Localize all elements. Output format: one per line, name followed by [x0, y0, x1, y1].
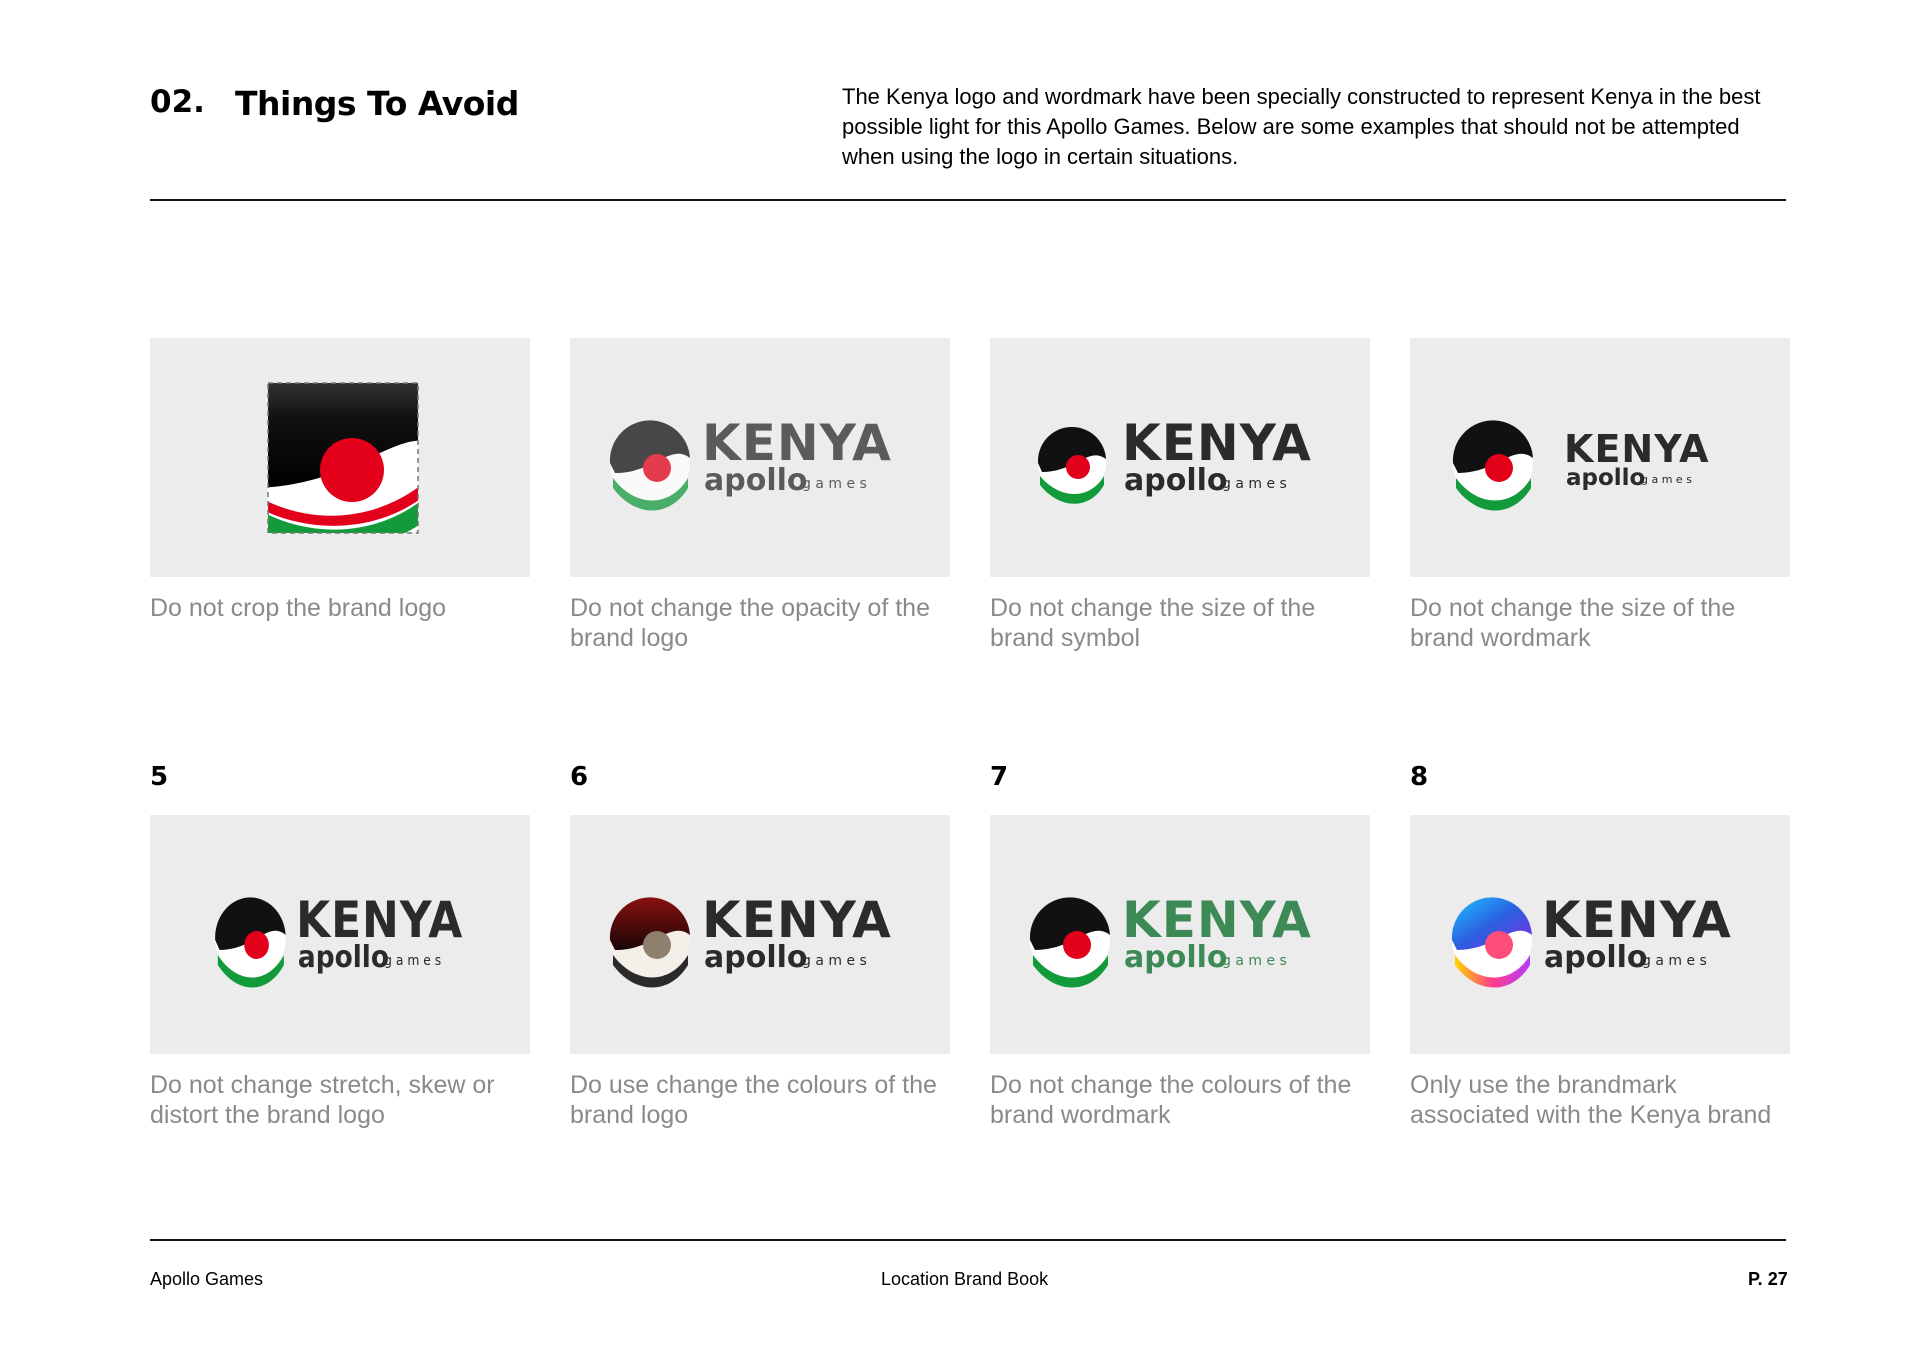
green-wordmark-logo-icon	[990, 815, 1370, 1054]
cropped-logo-icon	[150, 338, 530, 577]
stretched-logo-icon	[150, 815, 530, 1054]
example-card-logo-colours	[570, 815, 950, 1054]
svg-text:g a m e s: g a m e s	[1642, 953, 1707, 969]
footer-brand: Apollo Games	[150, 1269, 264, 1289]
svg-text:g a m e s: g a m e s	[802, 476, 867, 492]
recoloured-logo-icon	[570, 815, 950, 1054]
caption-other-brandmark: Only use the brandmark associated with the Kenya brand	[1410, 1071, 1772, 1129]
example-card-other-brandmark	[1410, 815, 1790, 1054]
top-divider	[150, 199, 1786, 201]
svg-text:KENYA: KENYA	[296, 891, 464, 950]
svg-text:g a m e s: g a m e s	[1222, 476, 1287, 492]
caption-opacity: Do not change the opacity of the brand logo	[570, 594, 930, 652]
svg-text:KENYA: KENYA	[1542, 891, 1732, 949]
example-number-7: 7	[990, 762, 1009, 792]
example-card-wordmark-size	[1410, 338, 1790, 577]
caption-symbol-size: Do not change the size of the brand symbol	[990, 594, 1316, 652]
example-card-symbol-size	[990, 338, 1370, 577]
intro-paragraph: The Kenya logo and wordmark have been specially constructed to represent Kenya in the best possible light for this Apollo Games. Below are some examples that should not be attempted when using the logo in certain situations.	[842, 84, 1761, 169]
svg-text:g a m e s: g a m e s	[1641, 473, 1692, 486]
footer-document-title: Location Brand Book	[881, 1269, 1049, 1289]
section-number: 02.	[150, 84, 205, 120]
faded-logo-icon	[570, 338, 950, 577]
svg-text:KENYA: KENYA	[702, 891, 892, 949]
small-symbol-logo-icon	[990, 338, 1370, 577]
example-number-5: 5	[150, 762, 169, 792]
rainbow-brandmark-logo-icon	[1410, 815, 1790, 1054]
page-number: P. 27	[1748, 1269, 1788, 1289]
small-wordmark-logo-icon	[1410, 338, 1790, 577]
svg-text:apollo: apollo	[704, 463, 808, 498]
svg-text:apollo: apollo	[297, 939, 389, 975]
svg-text:g a m e s: g a m e s	[802, 953, 867, 969]
svg-text:apollo: apollo	[1544, 940, 1648, 975]
example-card-crop	[150, 338, 530, 577]
example-card-opacity	[570, 338, 950, 577]
caption-wordmark-size: Do not change the size of the brand wordmark	[1410, 594, 1736, 652]
svg-text:KENYA: KENYA	[1122, 891, 1312, 949]
svg-text:KENYA: KENYA	[1122, 414, 1312, 472]
svg-text:g a m e s: g a m e s	[384, 953, 442, 970]
svg-text:apollo: apollo	[1566, 465, 1646, 491]
svg-text:g a m e s: g a m e s	[1222, 953, 1287, 969]
example-number-8: 8	[1410, 762, 1429, 792]
svg-text:apollo: apollo	[1124, 940, 1228, 975]
example-card-stretch	[150, 815, 530, 1054]
example-number-6: 6	[570, 762, 589, 792]
svg-text:KENYA: KENYA	[702, 414, 892, 472]
bottom-divider	[150, 1239, 1786, 1241]
svg-text:apollo: apollo	[704, 940, 808, 975]
svg-text:apollo: apollo	[1124, 463, 1228, 498]
caption-logo-colours: Do use change the colours of the brand logo	[570, 1071, 937, 1129]
svg-text:KENYA: KENYA	[1564, 427, 1710, 471]
page-title: Things To Avoid	[235, 84, 519, 123]
caption-wordmark-colours: Do not change the colours of the brand wordmark	[990, 1071, 1352, 1129]
caption-crop: Do not crop the brand logo	[150, 594, 447, 622]
caption-stretch: Do not change stretch, skew or distort the brand logo	[150, 1071, 495, 1129]
example-card-wordmark-colours	[990, 815, 1370, 1054]
